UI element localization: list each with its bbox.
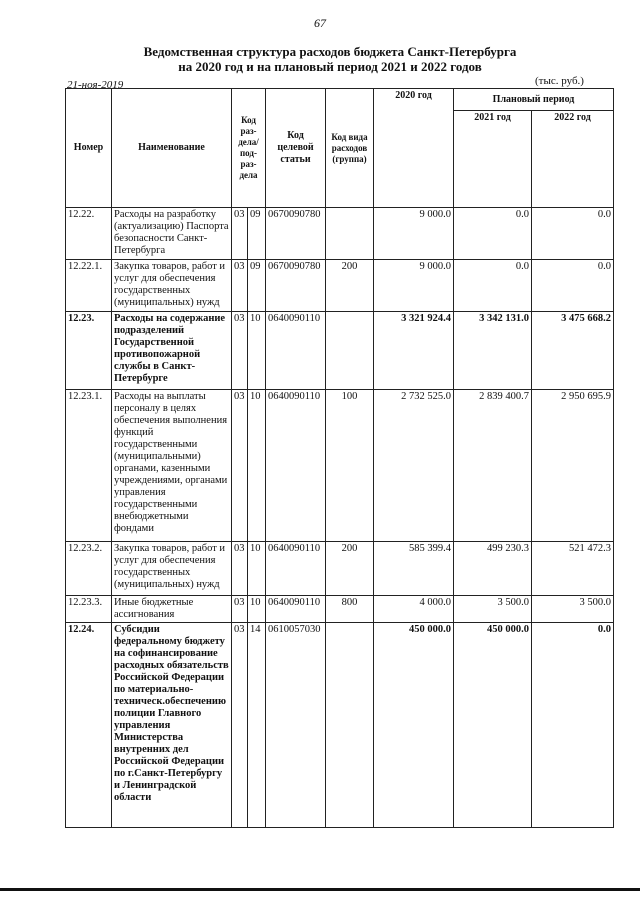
bottom-rule	[0, 888, 640, 891]
row-target: 0610057030	[266, 623, 326, 828]
row-kind: 100	[326, 390, 374, 542]
row-name: Закупка товаров, работ и услуг для обеспечения государственных (муниципальных) нужд	[112, 542, 232, 596]
row-2021: 450 000.0	[454, 623, 532, 828]
row-target: 0640090110	[266, 312, 326, 390]
row-target: 0640090110	[266, 390, 326, 542]
row-section: 03	[232, 260, 248, 312]
date-stamp: 21-ноя-2019	[67, 79, 124, 91]
row-2022: 2 950 695.9	[532, 390, 614, 542]
row-section: 03	[232, 390, 248, 542]
row-name: Расходы на разработку (актуализацию) Паспорта безопасности Санкт-Петербурга	[112, 208, 232, 260]
row-2021: 3 342 131.0	[454, 312, 532, 390]
header-number: Номер	[66, 89, 112, 208]
table-row	[66, 542, 614, 596]
row-kind	[326, 208, 374, 260]
row-name: Расходы на содержание подразделений Государственной противопожарной службы в Санкт-Петербурге	[112, 312, 232, 390]
table-row	[66, 390, 614, 542]
table-row	[66, 596, 614, 623]
row-number: 12.23.1.	[66, 390, 112, 542]
document-title	[60, 44, 600, 74]
header-2022: 2022 год	[532, 111, 614, 208]
row-2020: 9 000.0	[374, 208, 454, 260]
row-target: 0670090780	[266, 208, 326, 260]
row-number: 12.23.	[66, 312, 112, 390]
row-2021: 2 839 400.7	[454, 390, 532, 542]
header-target: Код целевой статьи	[266, 89, 326, 208]
row-kind	[326, 623, 374, 828]
row-subsection: 09	[248, 208, 266, 260]
row-section: 03	[232, 623, 248, 828]
row-subsection: 10	[248, 390, 266, 542]
expenditure-table	[65, 88, 614, 828]
row-2020: 585 399.4	[374, 542, 454, 596]
row-2022: 0.0	[532, 623, 614, 828]
row-2022: 0.0	[532, 208, 614, 260]
title-line-1: Ведомственная структура расходов бюджета Санкт-Петербурга	[143, 44, 517, 59]
row-kind: 800	[326, 596, 374, 623]
row-name: Закупка товаров, работ и услуг для обеспечения государственных (муниципальных) нужд	[112, 260, 232, 312]
row-subsection: 09	[248, 260, 266, 312]
row-2022: 3 500.0	[532, 596, 614, 623]
row-2021: 0.0	[454, 208, 532, 260]
page-number: 67	[314, 16, 326, 30]
row-section: 03	[232, 596, 248, 623]
row-number: 12.24.	[66, 623, 112, 828]
row-2021: 3 500.0	[454, 596, 532, 623]
row-subsection: 10	[248, 542, 266, 596]
row-name: Субсидии федеральному бюджету на софинансирование расходных обязательств Российской Федерации по материально-техническ.обеспечению полиции Главного управления Министерства внутренних дел Российской Федерации по г.Санкт-Петербургу и Ленинградской области	[112, 623, 232, 828]
table-row	[66, 208, 614, 260]
table-row	[66, 260, 614, 312]
header-section: Код раз-дела/ под-раз-дела	[232, 89, 266, 208]
units-label: (тыс. руб.)	[535, 75, 584, 87]
row-target: 0670090780	[266, 260, 326, 312]
row-name: Иные бюджетные ассигнования	[112, 596, 232, 623]
title-line-2: на 2020 год и на плановый период 2021 и 2022 годов	[178, 59, 482, 74]
header-2021: 2021 год	[454, 111, 532, 208]
row-2020: 450 000.0	[374, 623, 454, 828]
row-subsection: 14	[248, 623, 266, 828]
row-number: 12.23.2.	[66, 542, 112, 596]
table-row	[66, 623, 614, 828]
row-section: 03	[232, 208, 248, 260]
row-name: Расходы на выплаты персоналу в целях обеспечения выполнения функций государственными (муниципальными) органами, казенными учреждениями, органами управления государственными внебюджетными фондами	[112, 390, 232, 542]
row-number: 12.23.3.	[66, 596, 112, 623]
row-kind: 200	[326, 260, 374, 312]
row-target: 0640090110	[266, 596, 326, 623]
row-number: 12.22.1.	[66, 260, 112, 312]
header-2020: 2020 год	[374, 89, 454, 208]
row-section: 03	[232, 542, 248, 596]
header-planned-period: Плановый период	[454, 89, 614, 111]
row-section: 03	[232, 312, 248, 390]
row-subsection: 10	[248, 596, 266, 623]
row-2020: 3 321 924.4	[374, 312, 454, 390]
row-2022: 3 475 668.2	[532, 312, 614, 390]
row-2021: 0.0	[454, 260, 532, 312]
row-2022: 521 472.3	[532, 542, 614, 596]
row-subsection: 10	[248, 312, 266, 390]
row-2022: 0.0	[532, 260, 614, 312]
table-row	[66, 312, 614, 390]
row-number: 12.22.	[66, 208, 112, 260]
row-target: 0640090110	[266, 542, 326, 596]
row-2020: 4 000.0	[374, 596, 454, 623]
row-kind: 200	[326, 542, 374, 596]
row-kind	[326, 312, 374, 390]
row-2021: 499 230.3	[454, 542, 532, 596]
row-2020: 9 000.0	[374, 260, 454, 312]
header-kind: Код вида расходов (группа)	[326, 89, 374, 208]
header-name: Наименование	[112, 89, 232, 208]
row-2020: 2 732 525.0	[374, 390, 454, 542]
